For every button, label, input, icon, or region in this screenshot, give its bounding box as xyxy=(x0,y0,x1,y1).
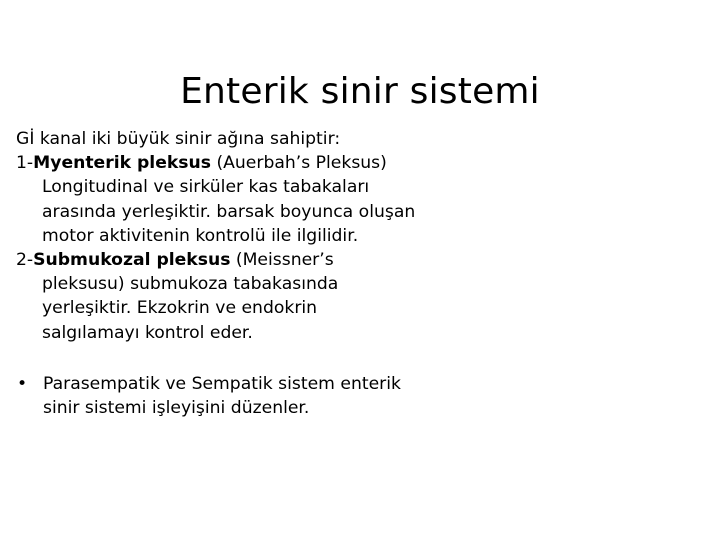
list-item-myenteric xyxy=(16,151,416,248)
slide-content xyxy=(16,127,416,420)
item-description: (Meissner’s pleksusu) submukoza tabakasında yerleşiktir. Ekzokrin ve endokrin salgılamayı kontrol eder. xyxy=(42,250,339,343)
bullet-item xyxy=(16,372,416,420)
slide-title: Enterik sinir sistemi xyxy=(180,71,540,113)
item-term: Submukozal pleksus xyxy=(33,250,231,271)
bullet-icon: • xyxy=(17,373,28,394)
item-term: Myenterik pleksus xyxy=(33,153,211,174)
list-item-submucosal xyxy=(16,248,416,345)
intro-text: Gİ kanal iki büyük sinir ağına sahiptir: xyxy=(16,129,341,149)
item-description: (Auerbah’s Pleksus) Longitudinal ve sirküler kas tabakaları arasında yerleşiktir. barsak boyunca oluşan motor aktivitenin kontrolü ile ilgilidir. xyxy=(42,153,416,246)
bullet-text: Parasempatik ve Sempatik sistem enterik sinir sistemi işleyişini düzenler. xyxy=(43,373,401,419)
item-number: 2- xyxy=(16,250,34,271)
item-number: 1- xyxy=(16,153,34,174)
spacer xyxy=(16,345,416,372)
